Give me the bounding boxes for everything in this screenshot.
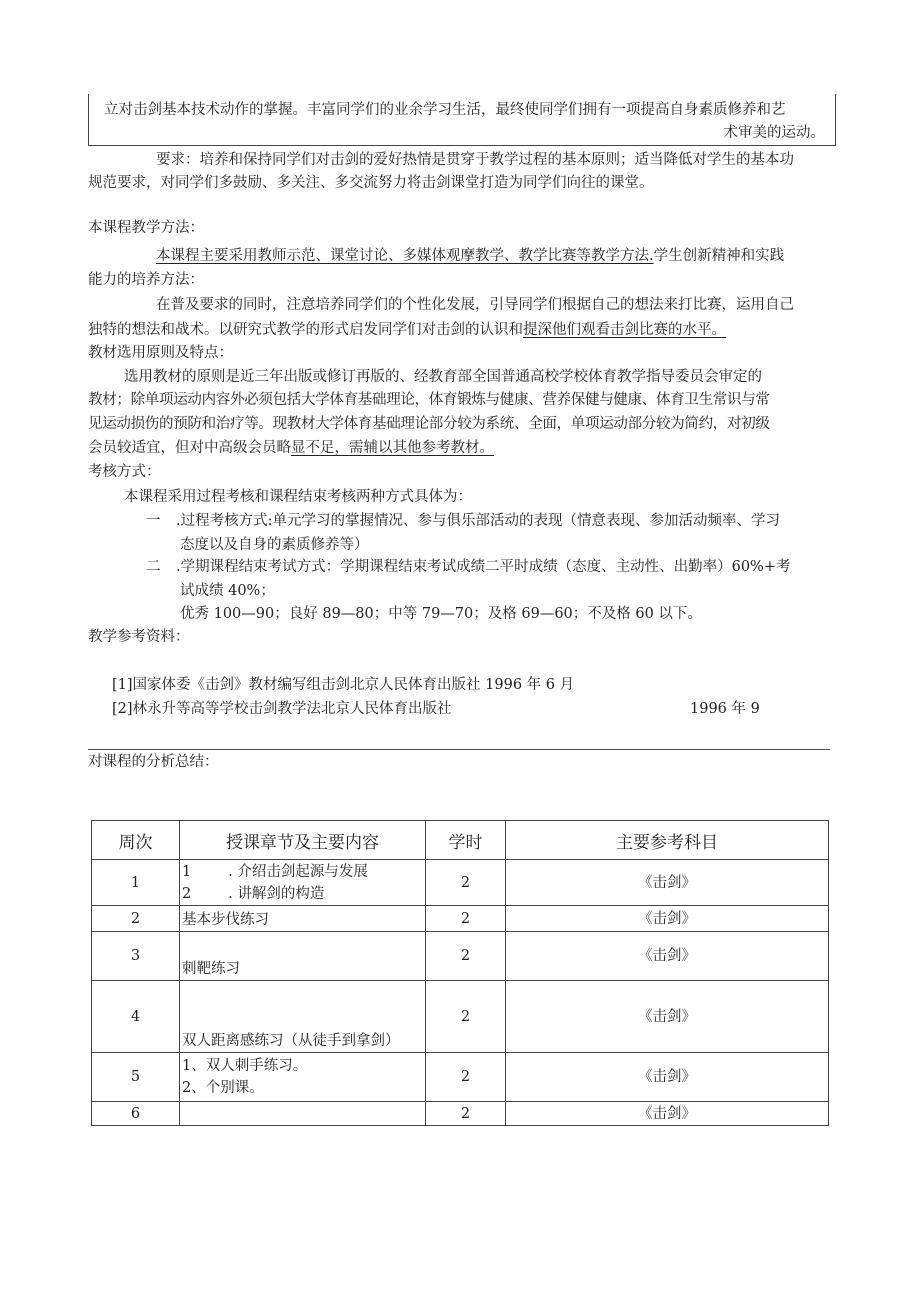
reference-cell: 《击剑》 — [506, 1053, 829, 1102]
reference-cell: 《击剑》 — [506, 981, 829, 1053]
assessment-item-1-num: 一 — [146, 513, 161, 529]
week-cell: 5 — [92, 1053, 180, 1102]
methods-underlined: 本课程主要采用教师示范、课堂讨论、多媒体观摩教学、教学比赛等教学方法. — [156, 248, 654, 264]
week-cell: 3 — [92, 932, 180, 981]
methods-line-2: 能力的培养方法： — [88, 272, 204, 288]
reference-1: [1]国家体委《击剑》教材编写组击剑北京人民体育出版社 1996 年 6 月 — [112, 677, 575, 693]
content-cell: 基本步伐练习 — [180, 906, 426, 932]
methods-line-4 — [88, 320, 726, 340]
header-week: 周次 — [92, 821, 180, 860]
assessment-heading: 考核方式： — [88, 464, 161, 480]
header-hours: 学时 — [426, 821, 506, 860]
textbook-line-4-text: 会员较适宜，但对中高级会员略 — [88, 440, 291, 456]
textbook-line-4 — [88, 438, 494, 458]
requirement-line-1: 要求：培养和保持同学们对击剑的爱好热情是贯穿于教学过程的基本原则；适当降低对学生的基本功 — [156, 152, 794, 168]
reference-cell: 《击剑》 — [506, 906, 829, 932]
summary-heading: 对课程的分析总结： — [88, 754, 219, 770]
content-cell — [180, 1102, 426, 1126]
hours-cell: 2 — [426, 860, 506, 906]
reference-2: [2]林永升等高等学校击剑教学法北京人民体育出版社 — [112, 701, 452, 717]
reference-cell: 《击剑》 — [506, 860, 829, 906]
textbook-line-3: 见运动损伤的预防和治疗等。现教材大学体育基础理论部分较为系统、全面，单项运动部分较为简约，对初级 — [88, 416, 770, 432]
content-line: 2 . 讲解剑的构造 — [182, 885, 325, 902]
methods-line-4-underlined: 提深他们观看击剑比赛的水平。 — [523, 322, 726, 338]
content-cell: 刺靶练习 — [180, 932, 426, 981]
assessment-intro: 本课程采用过程考核和课程结束考核两种方式具体为： — [124, 489, 472, 505]
intro-line-1: 立对击剑基本技术动作的掌握。丰富同学们的业余学习生活，最终使同学们拥有一项提高自身素质修养和艺 — [104, 102, 786, 118]
reference-cell: 《击剑》 — [506, 932, 829, 981]
header-reference: 主要参考科目 — [506, 821, 829, 860]
hours-cell: 2 — [426, 932, 506, 981]
hours-cell: 2 — [426, 981, 506, 1053]
content-line: 1、双人刺手练习。 — [182, 1058, 308, 1074]
textbook-heading: 教材选用原则及特点： — [88, 345, 233, 361]
header-content: 授课章节及主要内容 — [180, 821, 426, 860]
content-cell: 双人距离感练习（从徒手到拿剑） — [180, 981, 426, 1053]
divider — [88, 749, 830, 750]
methods-rest: 学生创新精神和实践 — [653, 248, 785, 264]
table-row — [92, 981, 829, 1053]
methods-line-3: 在普及要求的同时，注意培养同学们的个性化发展，引导同学们根据自己的想法来打比赛，运用自己 — [156, 297, 794, 313]
week-cell: 6 — [92, 1102, 180, 1126]
assessment-item-1-cont: 态度以及自身的素质修养等） — [180, 537, 369, 553]
assessment-item-2-num: 二 — [146, 559, 161, 575]
methods-heading: 本课程教学方法： — [88, 220, 204, 236]
references-heading: 教学参考资料： — [88, 629, 190, 645]
assessment-item-1: .过程考核方式:单元学习的掌握情况、参与俱乐部活动的表现（情意表现、参加活动频率、学习 — [176, 513, 780, 529]
hours-cell: 2 — [426, 1102, 506, 1126]
schedule-table — [91, 820, 829, 1126]
content-cell — [180, 860, 426, 906]
methods-line-1 — [156, 246, 784, 266]
intro-line-2: 术审美的运动。 — [723, 125, 825, 141]
hours-cell: 2 — [426, 906, 506, 932]
content-line: 1 . 介绍击剑起源与发展 — [182, 863, 368, 880]
grading-scale: 优秀 100—90；良好 89—80；中等 79—70；及格 69—60；不及格 60 以下。 — [180, 606, 702, 622]
content-cell — [180, 1053, 426, 1102]
textbook-line-4-underlined: 显不足，需辅以其他参考教材。 — [291, 440, 494, 456]
reference-cell: 《击剑》 — [506, 1102, 829, 1126]
table-row — [92, 860, 829, 906]
textbook-line-2: 教材；除单项运动内容外必须包括大学体育基础理论，体育锻炼与健康、营养保健与健康、体育卫生常识与常 — [88, 392, 770, 408]
table-row — [92, 906, 829, 932]
table-row — [92, 1102, 829, 1126]
assessment-item-2-cont: 试成绩 40%； — [180, 583, 275, 599]
week-cell: 1 — [92, 860, 180, 906]
assessment-item-2: .学期课程结束考试方式：学期课程结束考试成绩二平时成绩（态度、主动性、出勤率）60%+考 — [176, 559, 791, 575]
textbook-line-1: 选用教材的原则是近三年出版或修订再版的、经教育部全国普通高校学校体育教学指导委员会审定的 — [124, 369, 762, 385]
reference-2-date: 1996 年 9 — [690, 701, 760, 717]
table-row — [92, 932, 829, 981]
table-header-row — [92, 821, 829, 860]
requirement-line-2: 规范要求，对同学们多鼓励、多关注、多交流努力将击剑课堂打造为同学们向往的课堂。 — [88, 175, 654, 191]
hours-cell: 2 — [426, 1053, 506, 1102]
methods-line-4-text: 独特的想法和战术。以研究式教学的形式启发同学们对击剑的认识和 — [88, 322, 523, 338]
content-line: 2、个别课。 — [182, 1080, 264, 1096]
week-cell: 2 — [92, 906, 180, 932]
week-cell: 4 — [92, 981, 180, 1053]
table-row — [92, 1053, 829, 1102]
